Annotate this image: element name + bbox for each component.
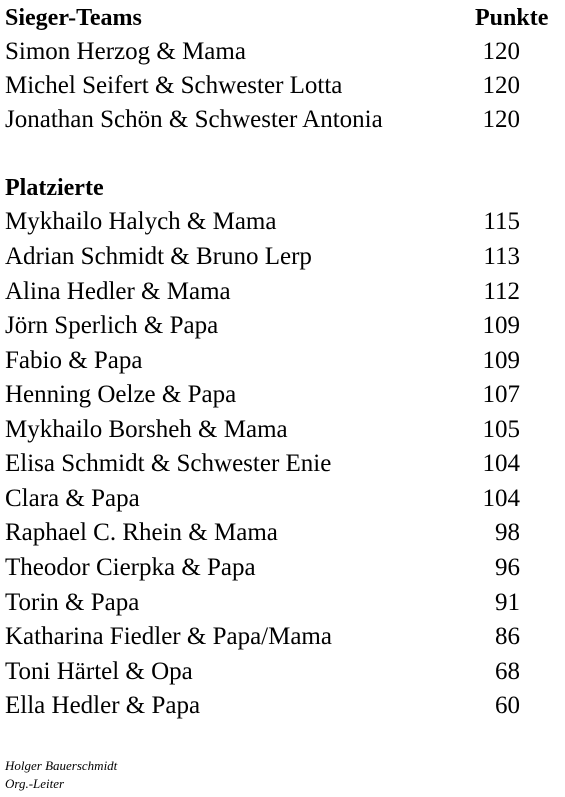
winners-header — [0, 2, 565, 34]
table-row — [0, 240, 565, 274]
team-name: Jörn Sperlich & Papa — [5, 312, 219, 339]
team-points: 115 — [483, 208, 520, 235]
team-points: 68 — [495, 658, 520, 685]
team-points: 104 — [482, 450, 520, 477]
placed-header — [0, 172, 565, 204]
team-name: Adrian Schmidt & Bruno Lerp — [5, 243, 312, 270]
team-name: Elisa Schmidt & Schwester Enie — [5, 450, 332, 477]
points-heading: Punkte — [475, 5, 549, 31]
table-row — [0, 378, 565, 412]
table-row — [0, 689, 565, 723]
table-row — [0, 205, 565, 239]
table-row — [0, 586, 565, 620]
team-name: Jonathan Schön & Schwester Antonia — [5, 106, 383, 133]
table-row — [0, 69, 565, 103]
team-points: 86 — [495, 623, 520, 650]
team-points: 98 — [495, 519, 520, 546]
table-row — [0, 620, 565, 654]
team-name: Alina Hedler & Mama — [5, 278, 231, 305]
team-name: Henning Oelze & Papa — [5, 381, 237, 408]
table-row — [0, 516, 565, 550]
team-points: 104 — [482, 485, 520, 512]
team-name: Ella Hedler & Papa — [5, 692, 201, 719]
table-row — [0, 551, 565, 585]
team-name: Michel Seifert & Schwester Lotta — [5, 72, 343, 99]
team-points: 109 — [482, 312, 520, 339]
team-points: 91 — [495, 589, 520, 616]
team-points: 96 — [495, 554, 520, 581]
team-points: 60 — [495, 692, 520, 719]
team-name: Fabio & Papa — [5, 347, 143, 374]
signature-name: Holger Bauerschmidt — [5, 758, 118, 773]
team-name: Torin & Papa — [5, 589, 140, 616]
table-row — [0, 344, 565, 378]
team-points: 120 — [482, 106, 520, 133]
table-row — [0, 35, 565, 69]
team-points: 107 — [482, 381, 520, 408]
table-row — [0, 413, 565, 447]
winners-heading: Sieger-Teams — [5, 5, 142, 31]
table-row — [0, 275, 565, 309]
team-points: 113 — [483, 243, 520, 270]
team-name: Toni Härtel & Opa — [5, 658, 193, 685]
team-name: Clara & Papa — [5, 485, 140, 512]
team-name: Theodor Cierpka & Papa — [5, 554, 256, 581]
placed-heading: Platzierte — [5, 175, 104, 201]
table-row — [0, 309, 565, 343]
team-name: Mykhailo Halych & Mama — [5, 208, 277, 235]
table-row — [0, 103, 565, 137]
team-name: Katharina Fiedler & Papa/Mama — [5, 623, 332, 650]
team-name: Raphael C. Rhein & Mama — [5, 519, 278, 546]
team-points: 120 — [482, 72, 520, 99]
table-row — [0, 655, 565, 689]
signature-role: Org.-Leiter — [5, 776, 65, 791]
team-name: Mykhailo Borsheh & Mama — [5, 416, 288, 443]
table-row — [0, 482, 565, 516]
table-row — [0, 447, 565, 481]
team-points: 112 — [483, 278, 520, 305]
team-name: Simon Herzog & Mama — [5, 38, 246, 65]
team-points: 109 — [482, 347, 520, 374]
team-points: 105 — [482, 416, 520, 443]
team-points: 120 — [482, 38, 520, 65]
